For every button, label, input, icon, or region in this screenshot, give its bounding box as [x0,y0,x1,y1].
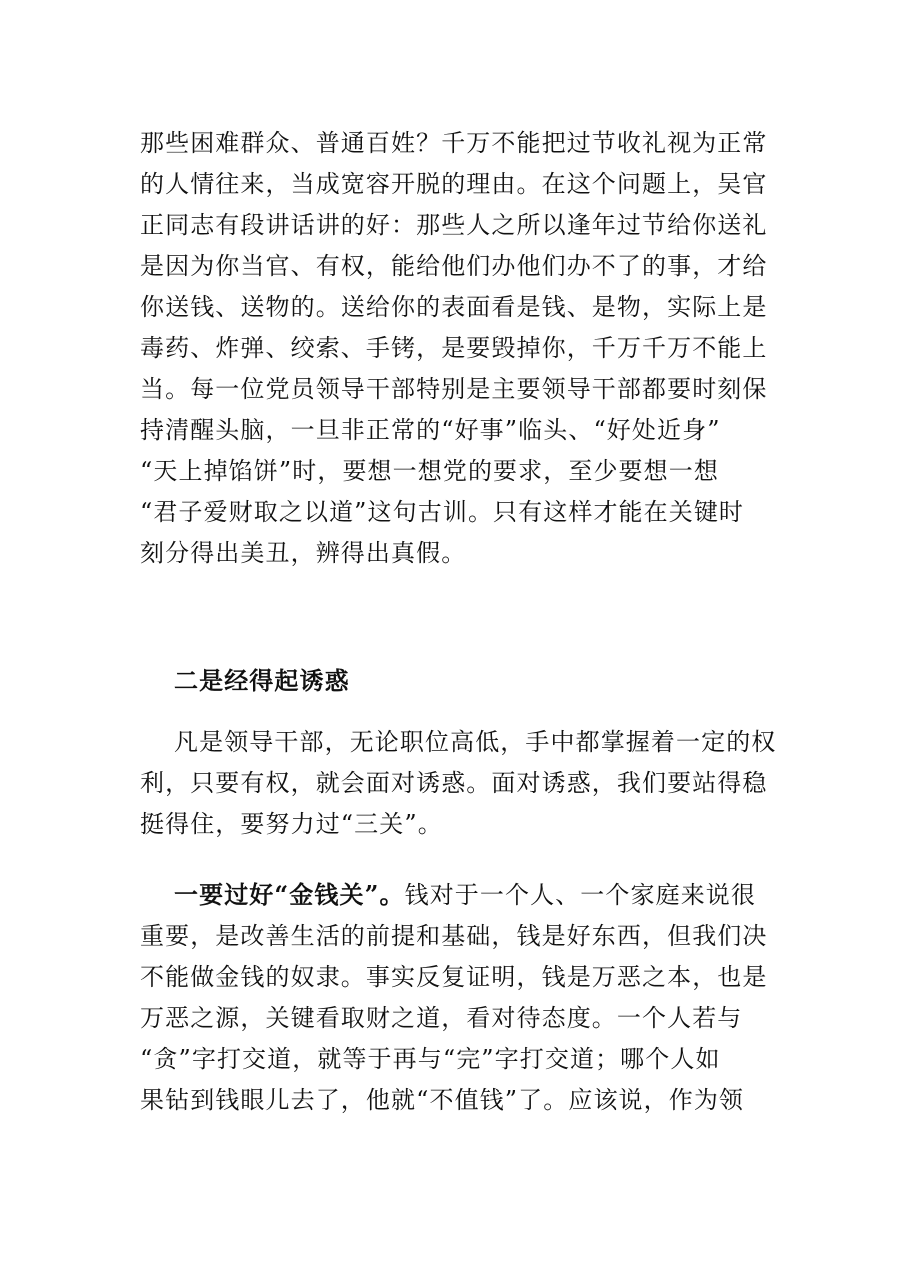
paragraph-line: 刻分得出美丑，辨得出真假。 [140,539,467,567]
paragraph-line: 利，只要有权，就会面对诱惑。面对诱惑，我们要站得稳 [140,769,768,797]
paragraph-line: 你送钱、送物的。送给你的表面看是钱、是物，实际上是 [140,293,768,321]
paragraph-line: “天上掉馅饼”时，要想一想党的要求，至少要想一想 [140,457,719,485]
paragraph-first-line [174,875,756,915]
paragraph-line: 挺得住，要努力过“三关”。 [140,810,443,838]
paragraph-line: 持清醒头脑，一旦非正常的“好事”临头、“好处近身” [140,416,721,444]
paragraph-line: 果钻到钱眼儿去了，他就“不值钱”了。应该说，作为领 [140,1086,745,1114]
paragraph-line: 当。每一位党员领导干部特别是主要领导干部都要时刻保 [140,375,768,403]
paragraph-line: 万恶之源，关键看取财之道，看对待态度。一个人若与 [140,1004,743,1032]
paragraph-line: 凡是领导干部，无论职位高低，手中都掌握着一定的权 [174,728,777,756]
section-heading-text: 二是经得起诱惑 [174,667,350,695]
paragraph-line: “贪”字打交道，就等于再与“完”字打交道；哪个人如 [140,1045,721,1073]
bold-lead-phrase: 一要过好“金钱关”。 [174,880,405,909]
paragraph-line: 正同志有段讲话讲的好：那些人之所以逢年过节给你送礼 [140,211,768,239]
paragraph-line: 不能做金钱的奴隶。事实反复证明，钱是万恶之本，也是 [140,963,768,991]
paragraph-line: 那些困难群众、普通百姓？千万不能把过节收礼视为正常 [140,129,768,157]
paragraph-line: 的人情往来，当成宽容开脱的理由。在这个问题上，吴官 [140,170,768,198]
paragraph-line: “君子爱财取之以道”这句古训。只有这样才能在关键时 [140,498,745,526]
first-line-rest: 钱对于一个人、一个家庭来说很 [404,881,757,909]
paragraph-line: 毒药、炸弹、绞索、手铐，是要毁掉你，千万千万不能上 [140,334,768,362]
paragraph-line: 是因为你当官、有权，能给他们办他们办不了的事，才给 [140,252,768,280]
paragraph-line: 重要，是改善生活的前提和基础，钱是好东西，但我们决 [140,922,768,950]
